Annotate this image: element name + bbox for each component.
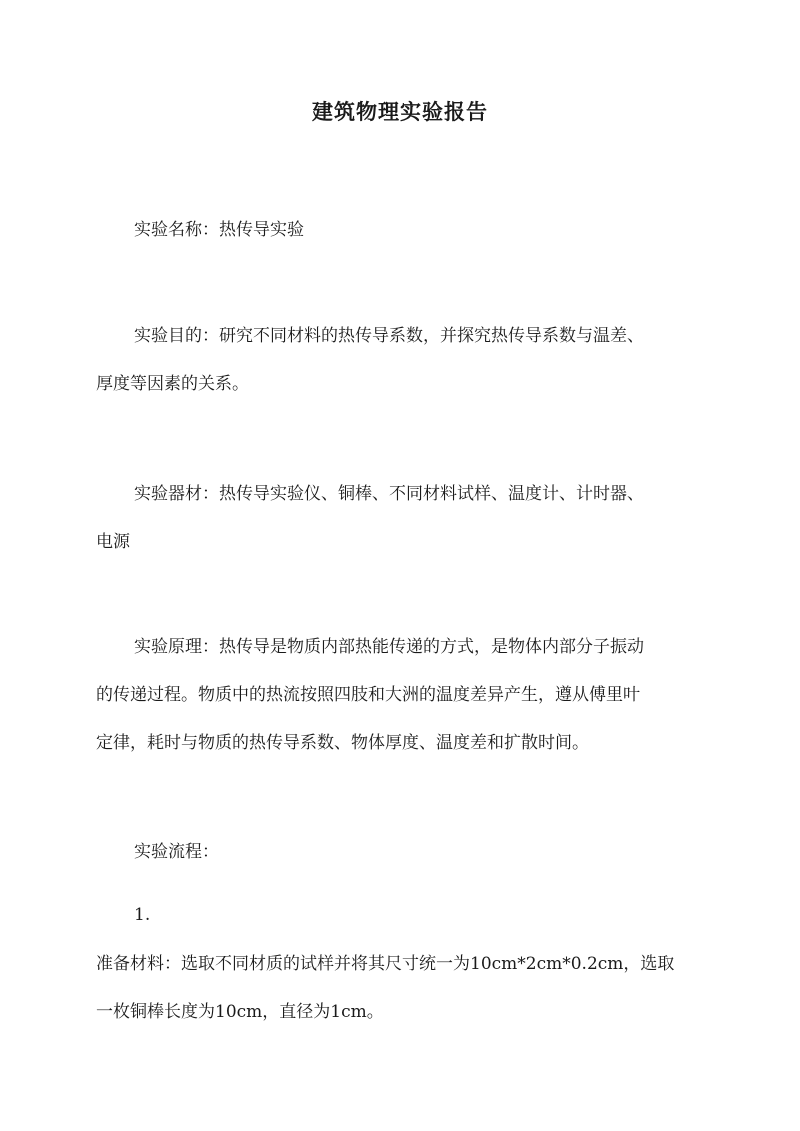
step-1-line-2: 一枚铜棒长度为10cm，直径为1cm。 [96,1002,384,1022]
purpose-line-2: 厚度等因素的关系。 [96,374,249,394]
equipment-line-2: 电源 [96,532,130,552]
experiment-name: 实验名称：热传导实验 [134,220,304,240]
equipment-line-1: 实验器材：热传导实验仪、铜棒、不同材料试样、温度计、计时器、 [134,484,644,504]
purpose-line-1: 实验目的：研究不同材料的热传导系数，并探究热传导系数与温差、 [134,326,644,346]
document-title: 建筑物理实验报告 [312,99,488,124]
step-1-number: 1. [134,905,151,925]
principle-line-3: 定律，耗时与物质的热传导系数、物体厚度、温度差和扩散时间。 [96,733,589,753]
principle-line-2: 的传递过程。物质中的热流按照四肢和大洲的温度差异产生，遵从傅里叶 [96,685,640,705]
step-1-line-1: 准备材料：选取不同材质的试样并将其尺寸统一为10cm*2cm*0.2cm，选取 [96,954,675,974]
principle-line-1: 实验原理：热传导是物质内部热能传递的方式，是物体内部分子振动 [134,637,644,657]
process-heading: 实验流程： [134,842,219,862]
